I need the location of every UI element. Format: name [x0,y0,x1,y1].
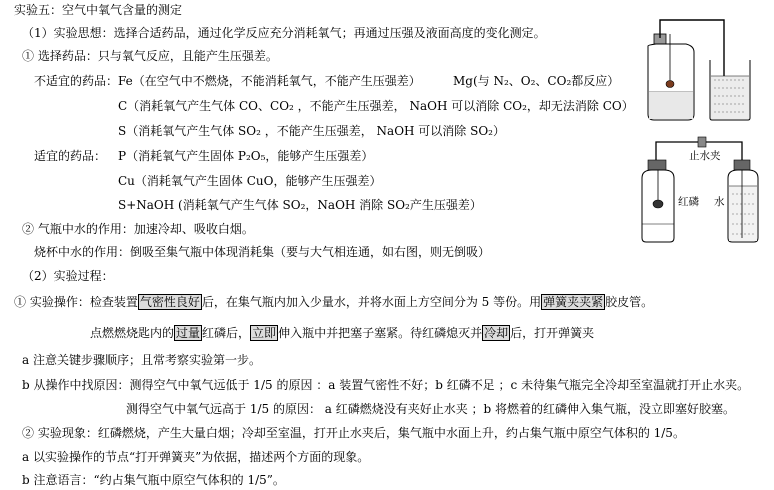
op-text-3: 胶皮管。 [605,295,654,309]
water-label: 水 [714,196,725,208]
note-b-phen: b 注意语言：“约占集气瓶中原空气体积的 1/5”。 [22,473,285,487]
fe-note: Fe（在空气中不燃烧，不能消耗氧气，不能产生压强差） [118,74,421,88]
section-title: 实验五：空气中氧气含量的测定 [14,3,183,17]
highlight-clamp: 弹簧夹夹紧 [543,295,604,309]
op-text-2: 后，在集气瓶内加入少量水，并将水面上方空间分为 5 等份。用 [201,295,542,309]
p-note: P（消耗氧气产生固体 P₂O₅，能够产生压强差） [118,149,374,163]
op2-text-4: 后，打开弹簧夹 [510,326,595,340]
note-b-cont: 测得空气中氧气远高于 1/5 的原因： a 红磷燃烧没有夹好止水夹 ；b 将燃着的红磷伸入集气瓶，没立即塞好胶塞。 [126,402,736,416]
red-phosphorus-label: 红磷 [678,196,699,208]
highlight-airtight: 气密性良好 [139,295,200,309]
bottle-water-role: ② 气瓶中水的作用：加速冷却、吸收白烟。 [22,222,254,236]
apparatus-figure-1 [640,14,762,124]
s-note: S（消耗氧气产生气体 SO₂ ，不能产生压强差， NaOH 可以消除 SO₂） [118,124,505,138]
highlight-cool: 冷却 [484,326,509,340]
clamp-label: 止水夹 [689,150,721,162]
op-text-1: ① 实验操作：检查装置 [14,295,138,309]
op2-text-1: 点燃燃烧匙内的 [90,326,175,340]
operation-step [14,294,653,310]
s-naoh-note: S+NaOH (消耗氧气产生气体 SO₂，NaOH 消除 SO₂产生压强差） [118,198,482,212]
process-heading: （2）实验过程： [22,269,114,283]
highlight-immediately: 立即 [252,326,277,340]
ignition-step [90,325,594,341]
mg-note: Mg(与 N₂、O₂、CO₂都反应） [453,74,620,88]
reagent-selection: ① 选择药品：只与氧气反应，且能产生压强差。 [22,49,278,63]
beaker-water-role: 烧杯中水的作用：倒吸至集气瓶中体现消耗集（要与大气相连通，如右图，则无倒吸） [34,245,491,259]
c-note: C（消耗氧气产生气体 CO、CO₂ ，不能产生压强差， NaOH 可以消除 CO₂，却无法消除 CO） [118,99,634,113]
phenomenon: ② 实验现象：红磷燃烧，产生大量白烟；冷却至室温，打开止水夹后，集气瓶中水面上升，约占集气瓶中原空气体积的 1/5。 [22,426,685,440]
unsuitable-label: 不适宜的药品： [34,74,119,88]
op2-text-2: 红磷后， [202,326,251,340]
cu-note: Cu（消耗氧气产生固体 CuO，能够产生压强差） [118,174,382,188]
note-b: b 从操作中找原因：测得空气中氧气远低于 1/5 的原因 ：a 装置气密性不好；b 红磷不足 ；c 未待集气瓶完全冷却至室温就打开止水夹。 [22,378,750,392]
note-a: a 注意关键步骤顺序；且常考察实验第一步。 [22,353,261,367]
suitable-label: 适宜的药品： [34,149,107,163]
highlight-excess: 过量 [176,326,201,340]
note-a-phen: a 以实验操作的节点“打开弹簧夹”为依据，描述两个方面的现象。 [22,450,370,464]
apparatus-figure-2 [634,134,774,246]
op2-text-3: 伸入瓶中并把塞子塞紧。待红磷熄灭并 [278,326,483,340]
experiment-idea: （1）实验思想：选择合适药品，通过化学反应充分消耗氧气；再通过压强及液面高度的变化测定。 [22,26,546,40]
